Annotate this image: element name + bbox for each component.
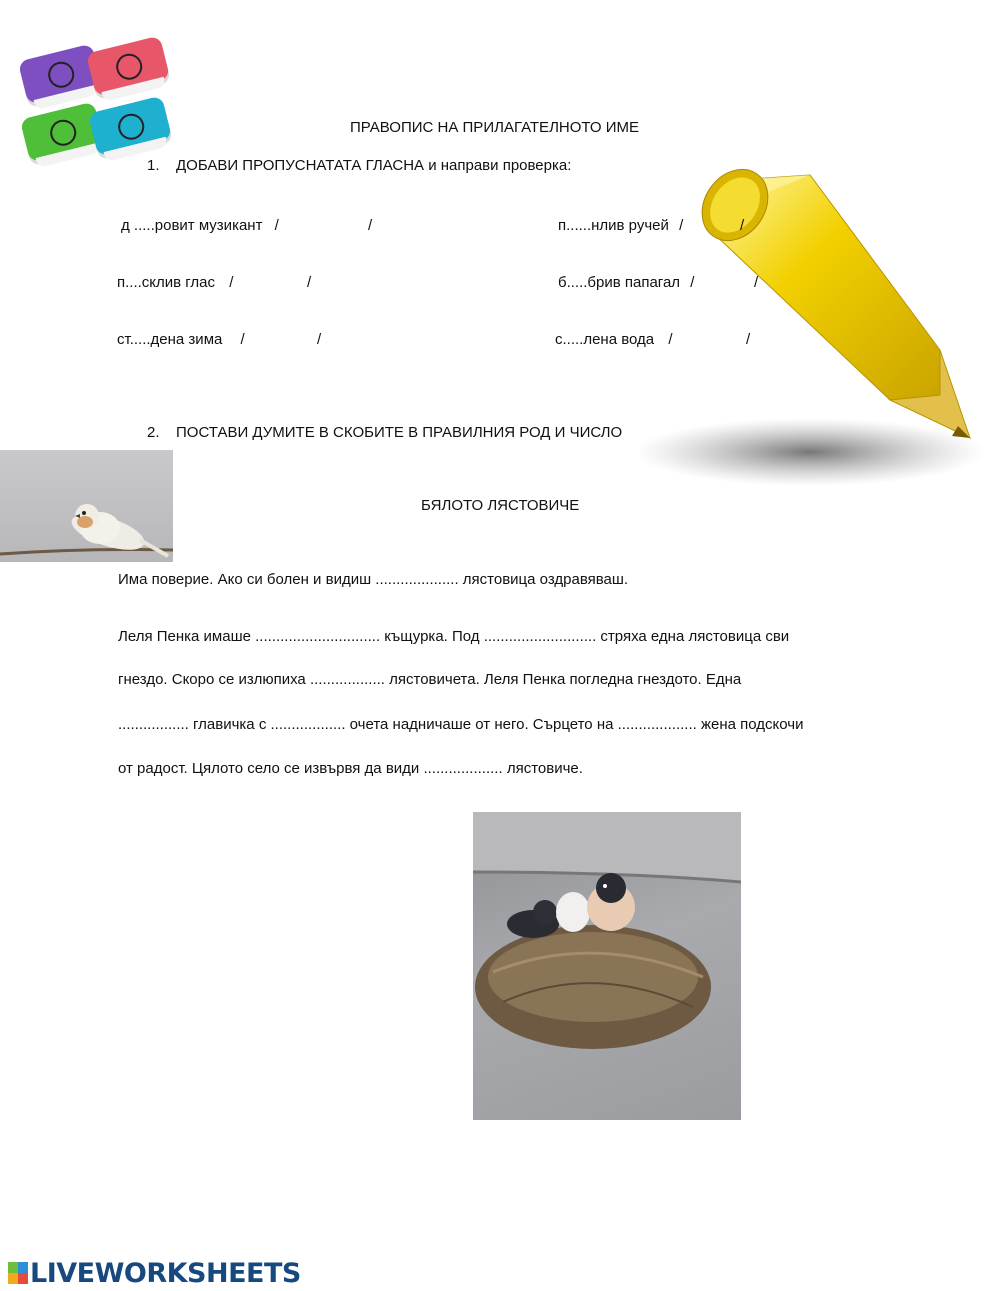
bird-photo bbox=[0, 450, 173, 562]
exercise-item: б.....брив папагал / bbox=[558, 274, 695, 291]
page-title: ПРАВОПИС НА ПРИЛАГАТЕЛНОТО ИМЕ bbox=[350, 119, 640, 136]
liveworksheets-logo bbox=[8, 1258, 301, 1288]
exercise-item: д .....ровит музикант / bbox=[121, 217, 279, 234]
story-line: Леля Пенка имаше .............................. къщурка. Под ........................... стряха една лястовица сви bbox=[118, 628, 790, 645]
exercise-slash: / bbox=[368, 217, 373, 234]
story-title: БЯЛОТО ЛЯСТОВИЧЕ bbox=[421, 497, 580, 514]
eraser-icon bbox=[86, 35, 170, 96]
exercise-slash: / bbox=[740, 217, 745, 234]
exercise-item: п....склив глас / bbox=[117, 274, 234, 291]
liveworksheets-logo-icon bbox=[8, 1262, 28, 1284]
exercise-item: ст.....дена зима / bbox=[117, 331, 245, 348]
story-line: гнездо. Скоро се излюпиха .................. лястовичета. Леля Пенка погледна гнездото. Една bbox=[118, 671, 742, 688]
pencil-icon bbox=[640, 160, 990, 490]
exercise-slash: / bbox=[746, 331, 751, 348]
liveworksheets-brand: LIVEWORKSHEETS bbox=[30, 1257, 301, 1289]
exercise-slash: / bbox=[317, 331, 322, 348]
task-instruction: ПОСТАВИ ДУМИТЕ В СКОБИТЕ В ПРАВИЛНИЯ РОД И ЧИСЛО bbox=[176, 424, 623, 441]
story-line: Има поверие. Ако си болен и видиш .................... лястовица оздравяваш. bbox=[118, 571, 629, 588]
story-line: от радост. Цялото село се извървя да види ................... лястовиче. bbox=[118, 760, 583, 777]
exercise-slash: / bbox=[307, 274, 312, 291]
task-instruction: ДОБАВИ ПРОПУСНАТАТА ГЛАСНА и направи проверка: bbox=[176, 157, 572, 174]
eraser-icon bbox=[88, 95, 172, 156]
eraser-icon bbox=[18, 43, 102, 104]
story-line: ................. главичка с .................. очета надничаше от него. Сърцето на ................... жена подскочи bbox=[118, 716, 804, 733]
task-number: 1. bbox=[147, 157, 160, 174]
exercise-slash: / bbox=[754, 274, 759, 291]
exercise-item: с.....лена вода / bbox=[555, 331, 673, 348]
erasers-image bbox=[18, 40, 188, 170]
task-number: 2. bbox=[147, 424, 160, 441]
nest-photo bbox=[473, 812, 741, 1120]
exercise-item: п......нлив ручей / bbox=[558, 217, 684, 234]
